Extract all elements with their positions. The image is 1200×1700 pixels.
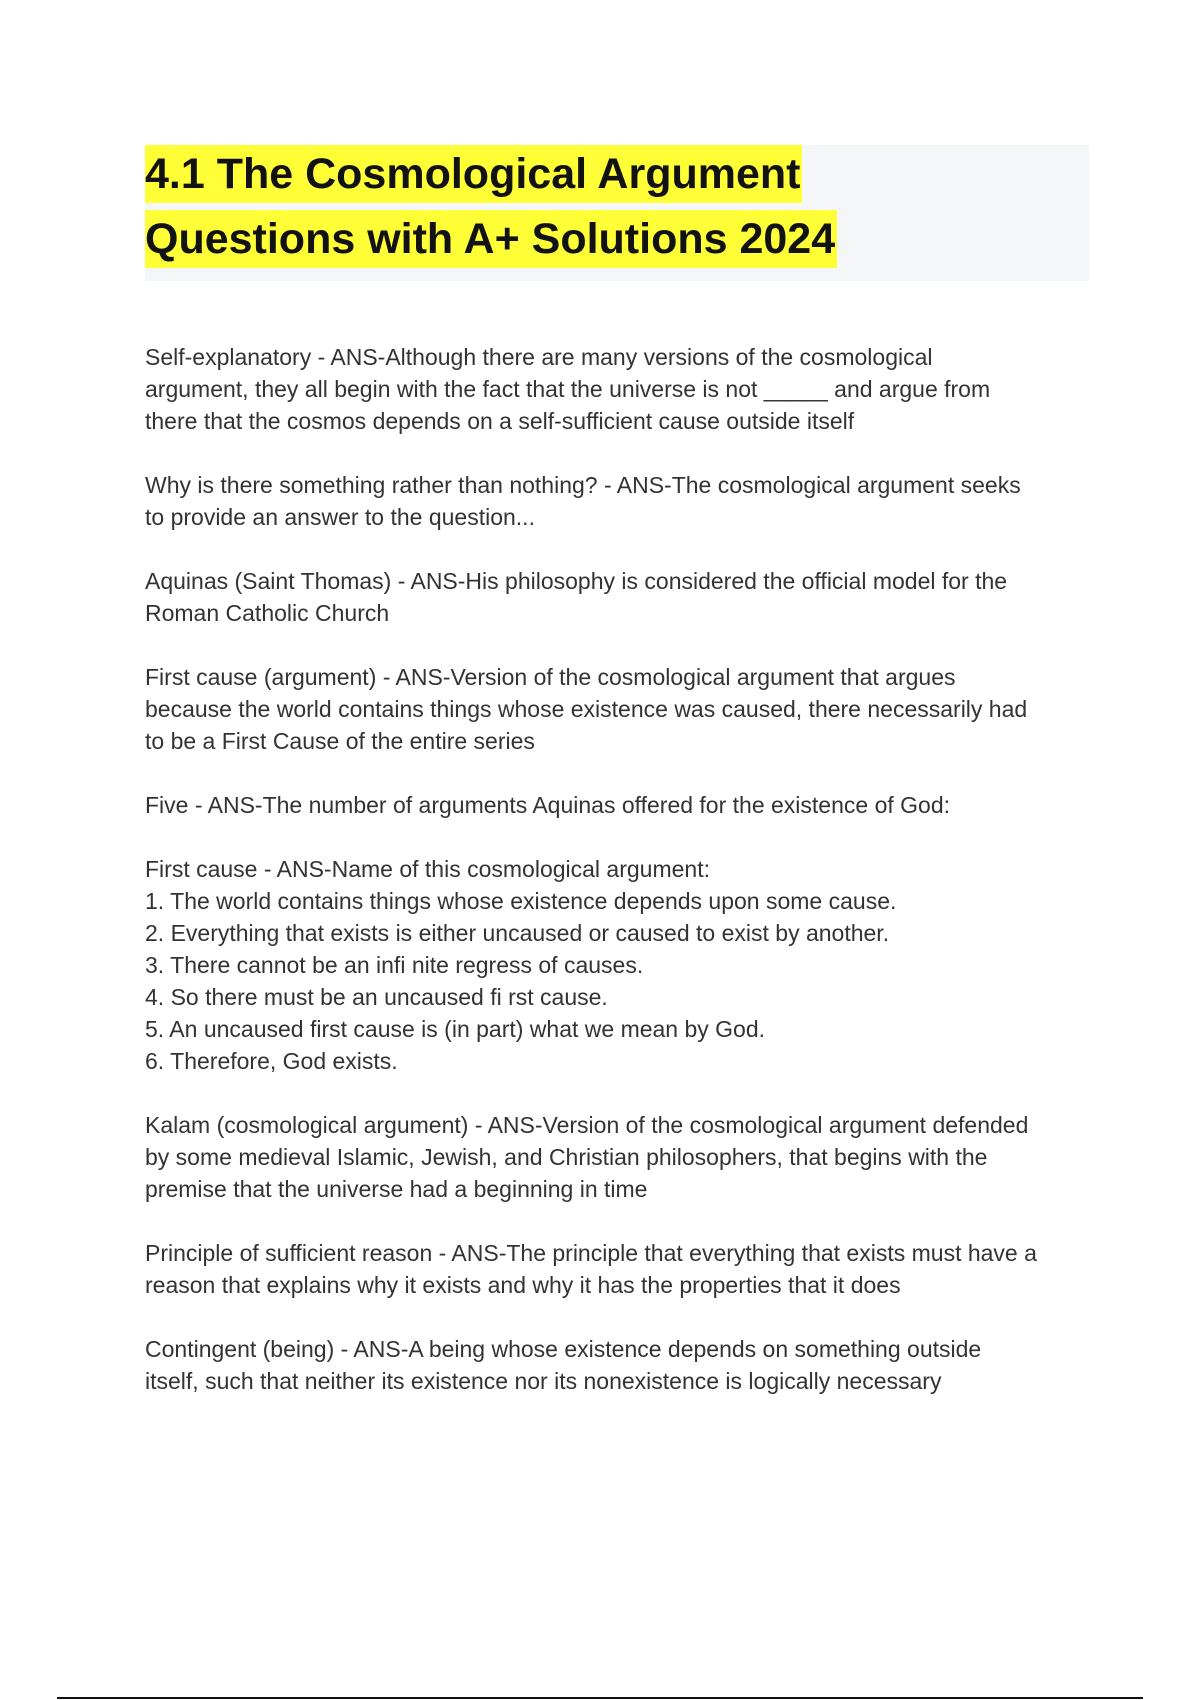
text-line: Self-explanatory - ANS-Although there are many versions of the cosmological — [145, 344, 933, 370]
list-item: 3. There cannot be an infi nite regress of causes. — [145, 952, 644, 978]
text-line: Why is there something rather than nothing? - ANS-The cosmological argument seeks — [145, 472, 1021, 498]
qa-entry — [145, 469, 1095, 533]
qa-entry — [145, 1109, 1095, 1205]
qa-entry — [145, 565, 1095, 629]
qa-entry-text — [145, 661, 1095, 757]
text-line: Contingent (being) - ANS-A being whose existence depends on something outside — [145, 1336, 982, 1362]
text-line: itself, such that neither its existence nor its nonexistence is logically necessary — [145, 1368, 942, 1394]
text-line: to provide an answer to the question... — [145, 504, 535, 530]
qa-entry — [145, 661, 1095, 757]
qa-entry — [145, 341, 1095, 437]
qa-entry — [145, 1237, 1095, 1301]
qa-entry-text — [145, 469, 1095, 533]
text-line: Aquinas (Saint Thomas) - ANS-His philosophy is considered the official model for the — [145, 568, 1008, 594]
qa-entry — [145, 789, 1095, 821]
text-line: Roman Catholic Church — [145, 600, 390, 626]
list-item: 5. An uncaused first cause is (in part) what we mean by God. — [145, 1016, 766, 1042]
text-line: Kalam (cosmological argument) - ANS-Version of the cosmological argument defended — [145, 1112, 1029, 1138]
qa-entry-text — [145, 853, 1095, 1077]
qa-entry-text — [145, 341, 1095, 437]
list-item: 6. Therefore, God exists. — [145, 1048, 398, 1074]
text-line: Five - ANS-The number of arguments Aquinas offered for the existence of God: — [145, 792, 950, 818]
qa-entry-text — [145, 1333, 1095, 1397]
qa-entry-text — [145, 789, 1095, 821]
text-line: premise that the universe had a beginning in time — [145, 1176, 648, 1202]
qa-entry — [145, 853, 1095, 1077]
qa-list — [145, 341, 1095, 1429]
qa-entry-text — [145, 1237, 1095, 1301]
text-line: to be a First Cause of the entire series — [145, 728, 535, 754]
document-title-line-2: Questions with A+ Solutions 2024 — [145, 210, 837, 268]
text-line: reason that explains why it exists and why it has the properties that it does — [145, 1272, 901, 1298]
document-title-line-1: 4.1 The Cosmological Argument — [145, 145, 802, 203]
text-line: Principle of sufficient reason - ANS-The principle that everything that exists must have a — [145, 1240, 1037, 1266]
page-bottom-divider — [57, 1697, 1143, 1699]
text-line: First cause - ANS-Name of this cosmological argument: — [145, 856, 710, 882]
list-item: 1. The world contains things whose existence depends upon some cause. — [145, 888, 897, 914]
list-item: 2. Everything that exists is either uncaused or caused to exist by another. — [145, 920, 890, 946]
text-line: by some medieval Islamic, Jewish, and Christian philosophers, that begins with the — [145, 1144, 988, 1170]
qa-entry-text — [145, 1109, 1095, 1205]
text-line: First cause (argument) - ANS-Version of the cosmological argument that argues — [145, 664, 956, 690]
qa-entry — [145, 1333, 1095, 1397]
text-line: argument, they all begin with the fact that the universe is not _____ and argue from — [145, 376, 991, 402]
text-line: there that the cosmos depends on a self-sufficient cause outside itself — [145, 408, 855, 434]
text-line: because the world contains things whose existence was caused, there necessarily had — [145, 696, 1028, 722]
list-item: 4. So there must be an uncaused fi rst cause. — [145, 984, 608, 1010]
qa-entry-text — [145, 565, 1095, 629]
